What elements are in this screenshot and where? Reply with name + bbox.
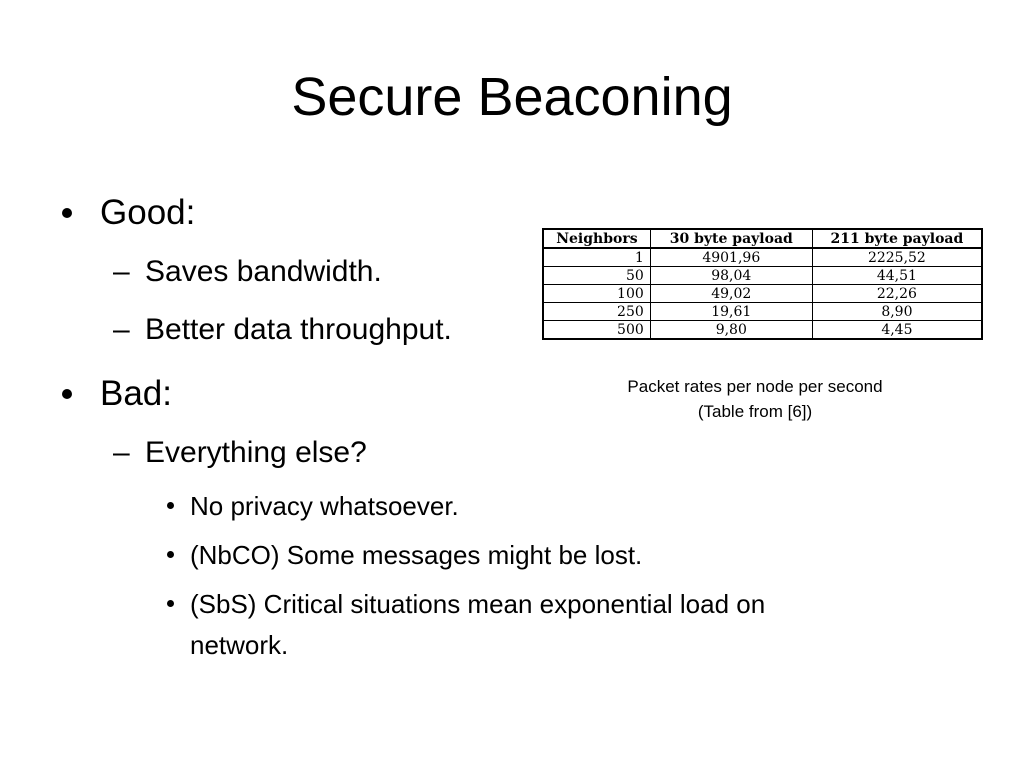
table-cell: 19,61 bbox=[650, 303, 812, 321]
bullet-bad-sub: Everything else? bbox=[145, 436, 367, 469]
dash-marker: – bbox=[113, 313, 130, 346]
table-cell: 49,02 bbox=[650, 285, 812, 303]
table-cell: 50 bbox=[543, 267, 650, 285]
table-header-30-byte: 30 byte payload bbox=[650, 229, 812, 248]
table-cell: 22,26 bbox=[812, 285, 982, 303]
table-row bbox=[543, 321, 982, 340]
bullet-dot bbox=[167, 502, 174, 509]
bullet-bad-item: (NbCO) Some messages might be lost. bbox=[190, 540, 643, 570]
table-row bbox=[543, 285, 982, 303]
bullet-dot bbox=[167, 551, 174, 558]
table-cell: 8,90 bbox=[812, 303, 982, 321]
table-cell: 9,80 bbox=[650, 321, 812, 340]
table-row bbox=[543, 267, 982, 285]
slide-title: Secure Beaconing bbox=[291, 67, 733, 127]
table-header-row bbox=[543, 229, 982, 248]
dash-marker: – bbox=[113, 436, 130, 469]
table-caption bbox=[580, 374, 930, 424]
table-cell: 250 bbox=[543, 303, 650, 321]
bullet-bad-item: (SbS) Critical situations mean exponential load on bbox=[190, 589, 766, 619]
table-cell: 100 bbox=[543, 285, 650, 303]
table-header-neighbors: Neighbors bbox=[543, 229, 650, 248]
packet-rate-table-wrapper bbox=[542, 228, 983, 340]
table-cell: 4901,96 bbox=[650, 248, 812, 267]
packet-rate-table bbox=[542, 228, 983, 340]
caption-line: Packet rates per node per second bbox=[627, 377, 883, 396]
bullet-bad-item: No privacy whatsoever. bbox=[190, 491, 459, 521]
table-row bbox=[543, 248, 982, 267]
table-cell: 44,51 bbox=[812, 267, 982, 285]
table-cell: 500 bbox=[543, 321, 650, 340]
bullet-good-item: Better data throughput. bbox=[145, 313, 452, 346]
bullet-bad: Bad: bbox=[100, 374, 172, 413]
bullet-bad-item-continuation: network. bbox=[190, 630, 289, 660]
table-cell: 98,04 bbox=[650, 267, 812, 285]
bullet-good-item: Saves bandwidth. bbox=[145, 255, 382, 288]
bullet-dot bbox=[62, 208, 72, 218]
table-cell: 2225,52 bbox=[812, 248, 982, 267]
table-header-211-byte: 211 byte payload bbox=[812, 229, 982, 248]
bullet-dot bbox=[62, 389, 72, 399]
table-cell: 4,45 bbox=[812, 321, 982, 340]
caption-line: (Table from [6]) bbox=[697, 402, 813, 421]
bullet-good: Good: bbox=[100, 193, 196, 232]
table-row bbox=[543, 303, 982, 321]
dash-marker: – bbox=[113, 255, 130, 288]
table-cell: 1 bbox=[543, 248, 650, 267]
bullet-dot bbox=[167, 600, 174, 607]
